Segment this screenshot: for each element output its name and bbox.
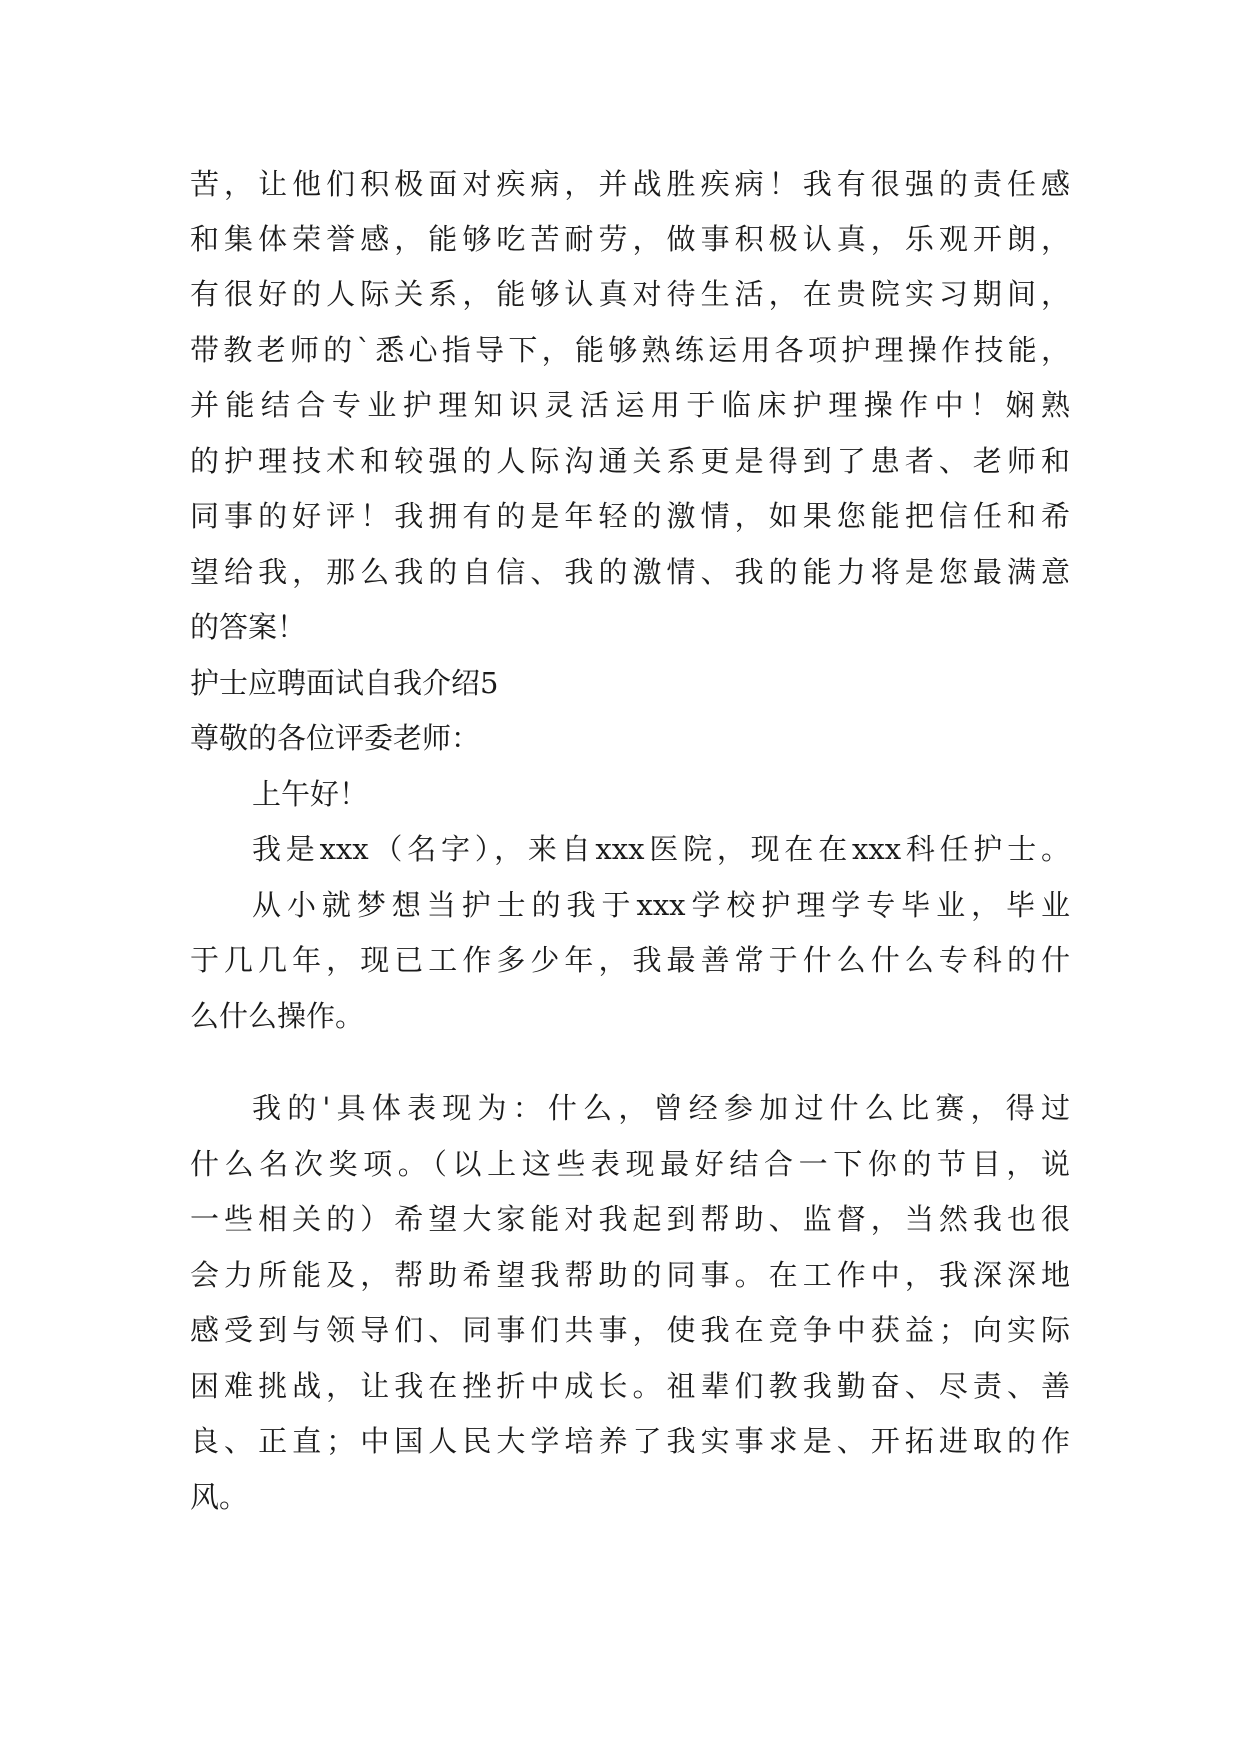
body-text-line: 感受到与领导们、同事们共事，使我在竞争中获益；向实际	[190, 1313, 1070, 1347]
body-text-line: 有很好的人际关系，能够认真对待生活，在贵院实习期间，	[190, 277, 1070, 311]
body-text-line: 的护理技术和较强的人际沟通关系更是得到了患者、老师和	[190, 444, 1070, 478]
body-text-line: 的答案！	[190, 610, 307, 644]
body-text-line: 苦，让他们积极面对疾病，并战胜疾病！我有很强的责任感	[190, 167, 1070, 201]
body-text-line: 我是xxx（名字），来自xxx医院，现在在xxx科任护士。	[252, 832, 1070, 866]
body-text-line: 望给我，那么我的自信、我的激情、我的能力将是您最满意	[190, 555, 1070, 589]
body-text-line: 风。	[190, 1480, 249, 1514]
body-text-line: 会力所能及，帮助希望我帮助的同事。在工作中，我深深地	[190, 1258, 1070, 1292]
body-text-line: 良、正直；中国人民大学培养了我实事求是、开拓进取的作	[190, 1424, 1070, 1458]
greeting: 上午好！	[252, 777, 369, 811]
body-text-line: 我的'具体表现为：什么，曾经参加过什么比赛，得过	[252, 1091, 1070, 1125]
section-heading: 护士应聘面试自我介绍5	[190, 666, 499, 700]
body-text-line: 于几几年，现已工作多少年，我最善常于什么什么专科的什	[190, 943, 1070, 977]
body-text-line: 困难挑战，让我在挫折中成长。祖辈们教我勤奋、尽责、善	[190, 1369, 1070, 1403]
body-text-line: 什么名次奖项。（以上这些表现最好结合一下你的节目，说	[190, 1147, 1070, 1181]
salutation: 尊敬的各位评委老师：	[190, 721, 481, 755]
body-text-line: 同事的好评！我拥有的是年轻的激情，如果您能把信任和希	[190, 499, 1070, 533]
body-text-line: 并能结合专业护理知识灵活运用于临床护理操作中！娴熟	[190, 388, 1070, 422]
body-text-line: 带教老师的`悉心指导下，能够熟练运用各项护理操作技能，	[190, 333, 1070, 367]
body-text-line: 从小就梦想当护士的我于xxx学校护理学专毕业，毕业	[252, 888, 1070, 922]
body-text-line: 和集体荣誉感，能够吃苦耐劳，做事积极认真，乐观开朗，	[190, 222, 1070, 256]
body-text-line: 一些相关的）希望大家能对我起到帮助、监督，当然我也很	[190, 1202, 1070, 1236]
body-text-line: 么什么操作。	[190, 999, 365, 1033]
